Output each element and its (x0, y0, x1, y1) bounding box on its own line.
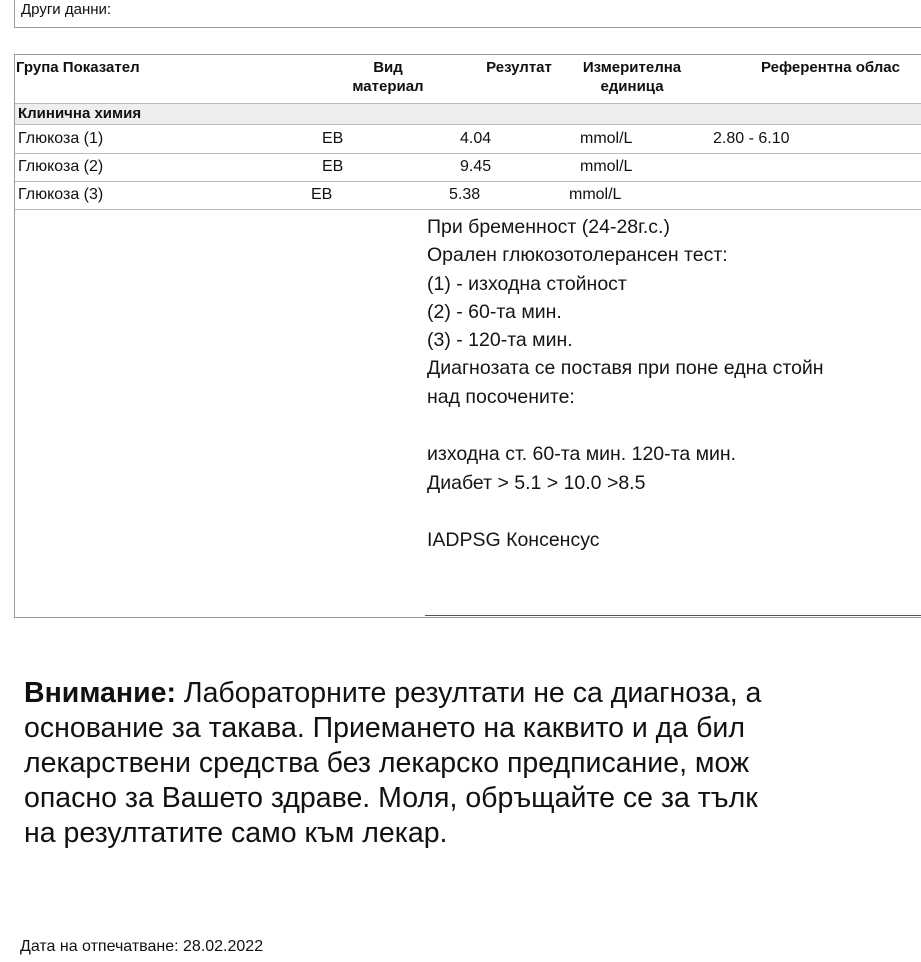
row-unit: mmol/L (580, 158, 633, 175)
table-row (15, 182, 921, 210)
row-material: ЕВ (322, 158, 344, 175)
row-result: 9.45 (460, 158, 492, 175)
note-line: над посочените: (427, 386, 575, 408)
warning-line: Лабораторните резултати не са диагноза, а (175, 677, 762, 709)
row-unit: mmol/L (569, 186, 622, 203)
row-reference: 2.80 - 6.10 (713, 130, 790, 147)
note-line: изходна ст. 60-та мин. 120-та мин. (427, 443, 737, 465)
other-data-box (14, 0, 921, 28)
row-material: ЕВ (311, 186, 333, 203)
warning-line: на резултатите само към лекар. (24, 817, 448, 849)
row-name: Глюкоза (2) (18, 158, 104, 175)
note-line: IADPSG Консенсус (427, 529, 600, 551)
row-material: ЕВ (322, 130, 344, 147)
section-clinical-chemistry (15, 103, 921, 125)
other-data-label: Други данни: (21, 1, 112, 18)
note-line: Орален глюкозотолерансен тест: (427, 244, 728, 266)
note-divider (425, 615, 921, 616)
table-row (15, 154, 921, 182)
header-unit: Измерителна единица (582, 59, 682, 95)
row-name: Глюкоза (3) (18, 186, 104, 203)
warning-lead: Внимание: (24, 677, 176, 709)
note-line: При бременност (24-28г.с.) (427, 216, 670, 238)
note-line: (3) - 120-та мин. (427, 329, 573, 351)
section-title: Клинична химия (18, 105, 142, 122)
note-line: Диабет > 5.1 > 10.0 >8.5 (427, 472, 646, 494)
row-result: 5.38 (449, 186, 481, 203)
header-material: Вид материал (352, 59, 424, 95)
note-line: (1) - изходна стойност (427, 273, 627, 295)
row-unit: mmol/L (580, 130, 633, 147)
warning-line: основание за такава. Приемането на каквито и да бил (24, 712, 745, 744)
row-result: 4.04 (460, 130, 492, 147)
note-line: Диагнозата се поставя при поне една стойн (427, 357, 824, 379)
warning-line: лекарствени средства без лекарско предписание, мож (24, 747, 750, 779)
note-line: (2) - 60-та мин. (427, 301, 562, 323)
table-row (15, 126, 921, 154)
warning-paragraph (24, 676, 761, 851)
header-result: Резултат (486, 59, 552, 76)
header-reference: Референтна облас (761, 59, 900, 76)
header-group: Група Показател (16, 59, 140, 76)
row-name: Глюкоза (1) (18, 130, 104, 147)
warning-line: опасно за Вашето здраве. Моля, обръщайте се за тълк (24, 782, 758, 814)
print-date: Дата на отпечатване: 28.02.2022 (20, 938, 264, 955)
